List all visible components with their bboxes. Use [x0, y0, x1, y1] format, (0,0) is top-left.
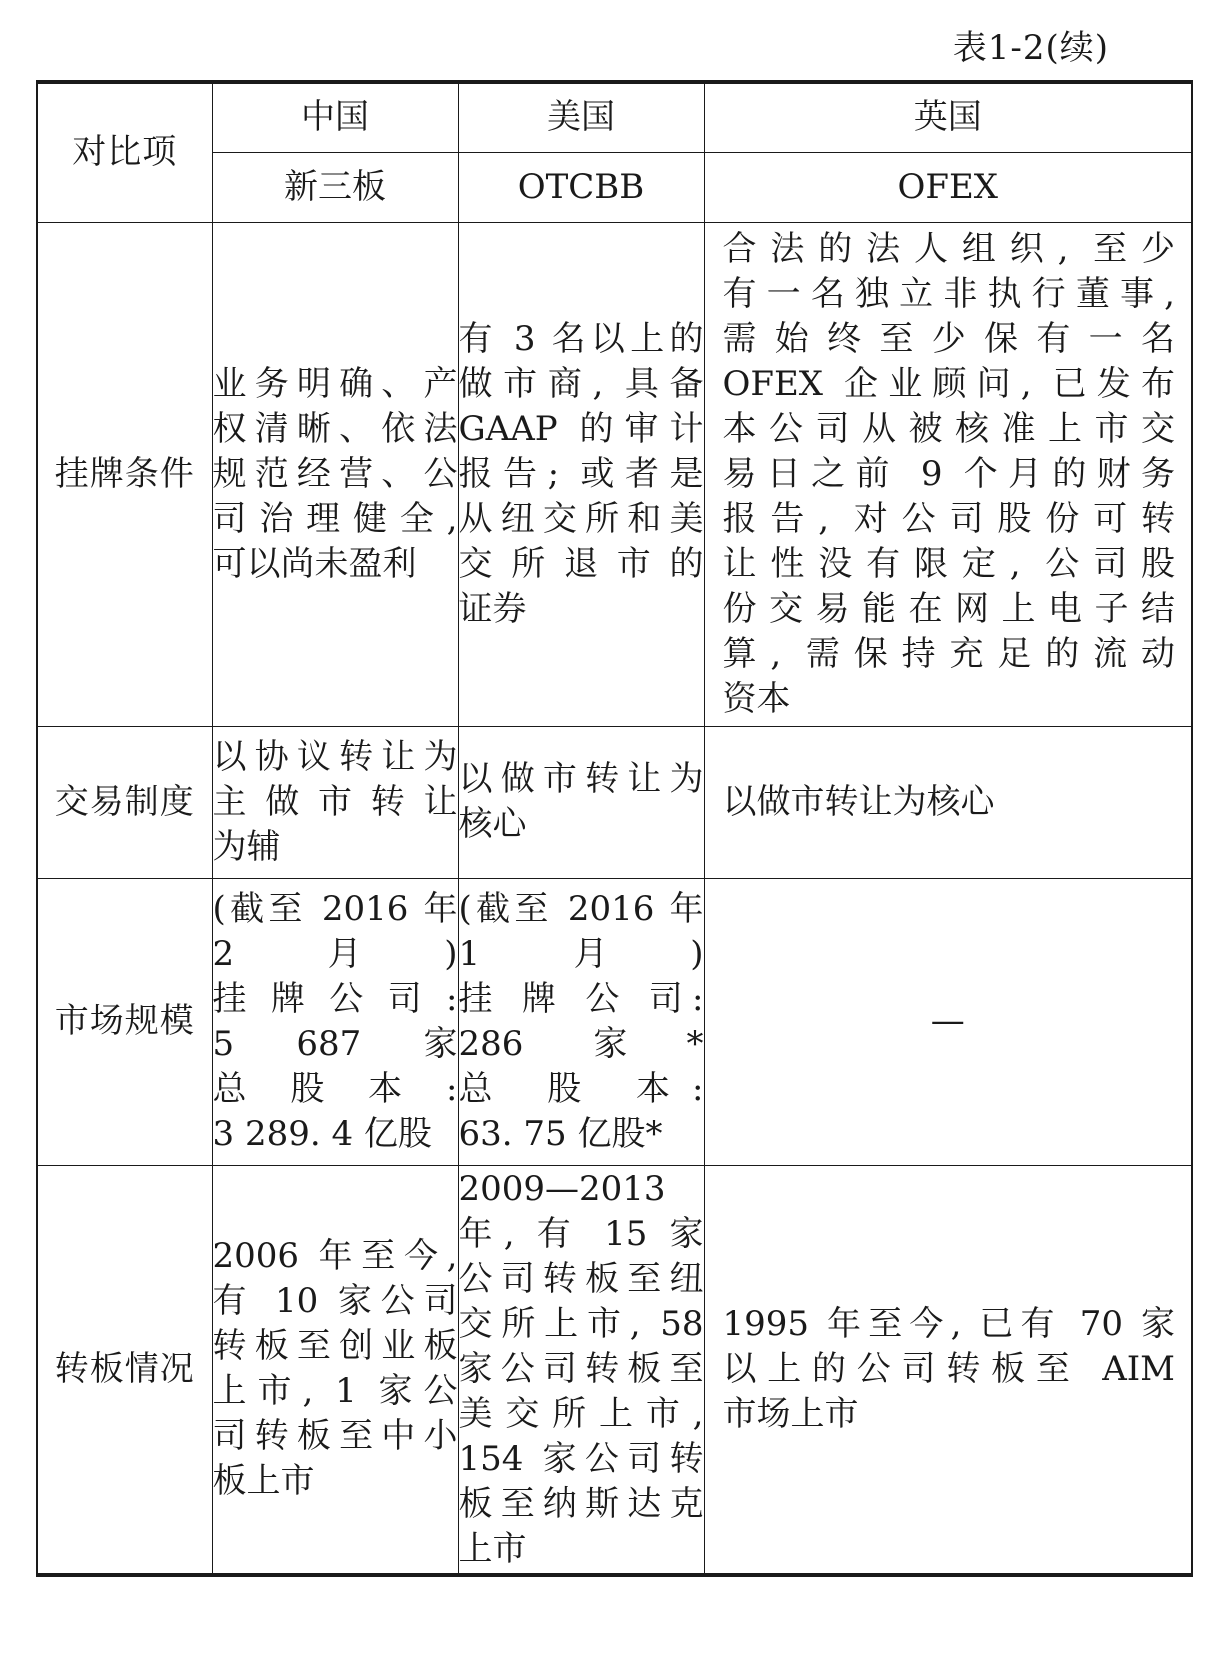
cell-line: 市场上市: [722, 1393, 859, 1434]
cell-line: 有 10 家公司: [212, 1281, 458, 1322]
cell-line: 以做市转让为核心: [722, 781, 995, 822]
table-cell: [704, 1165, 1192, 1575]
table-cell: [212, 222, 458, 726]
cell-line: 总 股 本:: [458, 1068, 704, 1109]
header-board-neeq: 新三板: [212, 152, 458, 222]
table-cell: [704, 726, 1192, 878]
table-row: [37, 726, 1192, 878]
table-cell: [458, 222, 704, 726]
cell-line: 权清晰、依法: [212, 408, 458, 449]
row-label: 交易制度: [37, 726, 212, 878]
header-board-otcbb: OTCBB: [458, 152, 704, 222]
header-country-usa: 美国: [458, 82, 704, 152]
cell-line: 上市: [458, 1528, 527, 1569]
cell-line: (截至 2016 年: [212, 888, 458, 929]
cell-line: 本公司从被核准上市交: [722, 408, 1175, 449]
cell-line: 3 289. 4 亿股: [212, 1113, 432, 1154]
cell-line: 司治理健全,: [212, 498, 458, 539]
cell-line: 286 家*: [458, 1023, 704, 1064]
cell-line: 报告, 对公司股份可转: [722, 498, 1175, 539]
cell-line: 做市商, 具备: [458, 363, 704, 404]
cell-line: 报告; 或者是: [458, 453, 704, 494]
header-row-countries: [37, 82, 1192, 152]
cell-line: OFEX 企业顾问, 已发布: [722, 363, 1175, 404]
table-caption: 表1-2(续): [952, 28, 1109, 68]
row-label: 转板情况: [37, 1165, 212, 1575]
table-row: [37, 878, 1192, 1165]
cell-line: GAAP 的审计: [458, 408, 704, 449]
cell-line: 2009—2013: [458, 1168, 666, 1209]
row-label: 市场规模: [37, 878, 212, 1165]
header-board-ofex: OFEX: [704, 152, 1192, 222]
table-cell: [212, 878, 458, 1165]
table-row: [37, 222, 1192, 726]
cell-line: 业务明确、产: [212, 363, 458, 404]
table-cell: [458, 878, 704, 1165]
header-country-china: 中国: [212, 82, 458, 152]
cell-line: 交 所 退 市 的: [458, 543, 704, 584]
cell-line: (截至 2016 年: [458, 888, 704, 929]
cell-line: 证券: [458, 588, 527, 629]
cell-line: 板至纳斯达克: [458, 1483, 704, 1524]
cell-line: 资本: [722, 678, 791, 719]
cell-line: 需始终至少保有一名: [722, 318, 1175, 359]
header-country-uk: 英国: [704, 82, 1192, 152]
table-cell: [704, 222, 1192, 726]
cell-line: 可以尚未盈利: [212, 543, 417, 584]
cell-line: 从纽交所和美: [458, 498, 704, 539]
cell-line: 易日之前 9 个月的财务: [722, 453, 1175, 494]
cell-line: 挂 牌 公 司:: [458, 978, 704, 1019]
cell-line: 主 做 市 转 让: [212, 781, 458, 822]
cell-line: 63. 75 亿股*: [458, 1113, 663, 1154]
table-row: [37, 1165, 1192, 1575]
table-cell: [458, 1165, 704, 1575]
cell-line: 有一名独立非执行董事,: [722, 273, 1175, 314]
cell-line: 公司转板至纽: [458, 1258, 704, 1299]
empty-cell-dash: —: [704, 878, 1192, 1165]
cell-line: 5 687 家: [212, 1023, 458, 1064]
cell-line: 司转板至中小: [212, 1416, 458, 1457]
cell-line: 挂牌公司:: [212, 978, 458, 1019]
cell-line: 为辅: [212, 826, 281, 867]
cell-line: 154 家公司转: [458, 1438, 704, 1479]
cell-line: 家公司转板至: [458, 1348, 704, 1389]
cell-line: 规范经营、公: [212, 453, 458, 494]
cell-line: 以做市转让为: [458, 759, 704, 799]
cell-line: 以协议转让为: [212, 736, 458, 777]
cell-line: 板上市: [212, 1461, 315, 1502]
table-cell: [212, 726, 458, 878]
table-cell: [458, 726, 704, 878]
cell-line: 交所上市, 58: [458, 1303, 704, 1344]
cell-line: 转板至创业板: [212, 1326, 458, 1367]
cell-line: 份交易能在网上电子结: [722, 588, 1175, 629]
cell-line: 1 月): [458, 933, 704, 974]
cell-line: 1995 年至今, 已有 70 家: [722, 1303, 1175, 1344]
cell-line: 美交所上市,: [458, 1393, 704, 1434]
table-cell: [212, 1165, 458, 1575]
row-label: 挂牌条件: [37, 222, 212, 726]
cell-line: 让性没有限定, 公司股: [722, 543, 1175, 584]
comparison-table: [36, 80, 1193, 1577]
cell-line: 有 3 名以上的: [458, 318, 704, 359]
header-item-label: 对比项: [37, 82, 212, 222]
cell-line: 算, 需保持充足的流动: [722, 633, 1175, 674]
cell-line: 核心: [458, 804, 527, 844]
cell-line: 年, 有 15 家: [458, 1213, 704, 1254]
cell-line: 总股本:: [212, 1068, 458, 1109]
cell-line: 上市, 1 家公: [212, 1371, 458, 1412]
cell-line: 2 月): [212, 933, 458, 974]
cell-line: 合法的法人组织, 至少: [722, 228, 1175, 269]
cell-line: 以上的公司转板至 AIM: [722, 1348, 1175, 1389]
cell-line: 2006 年至今,: [212, 1236, 458, 1277]
